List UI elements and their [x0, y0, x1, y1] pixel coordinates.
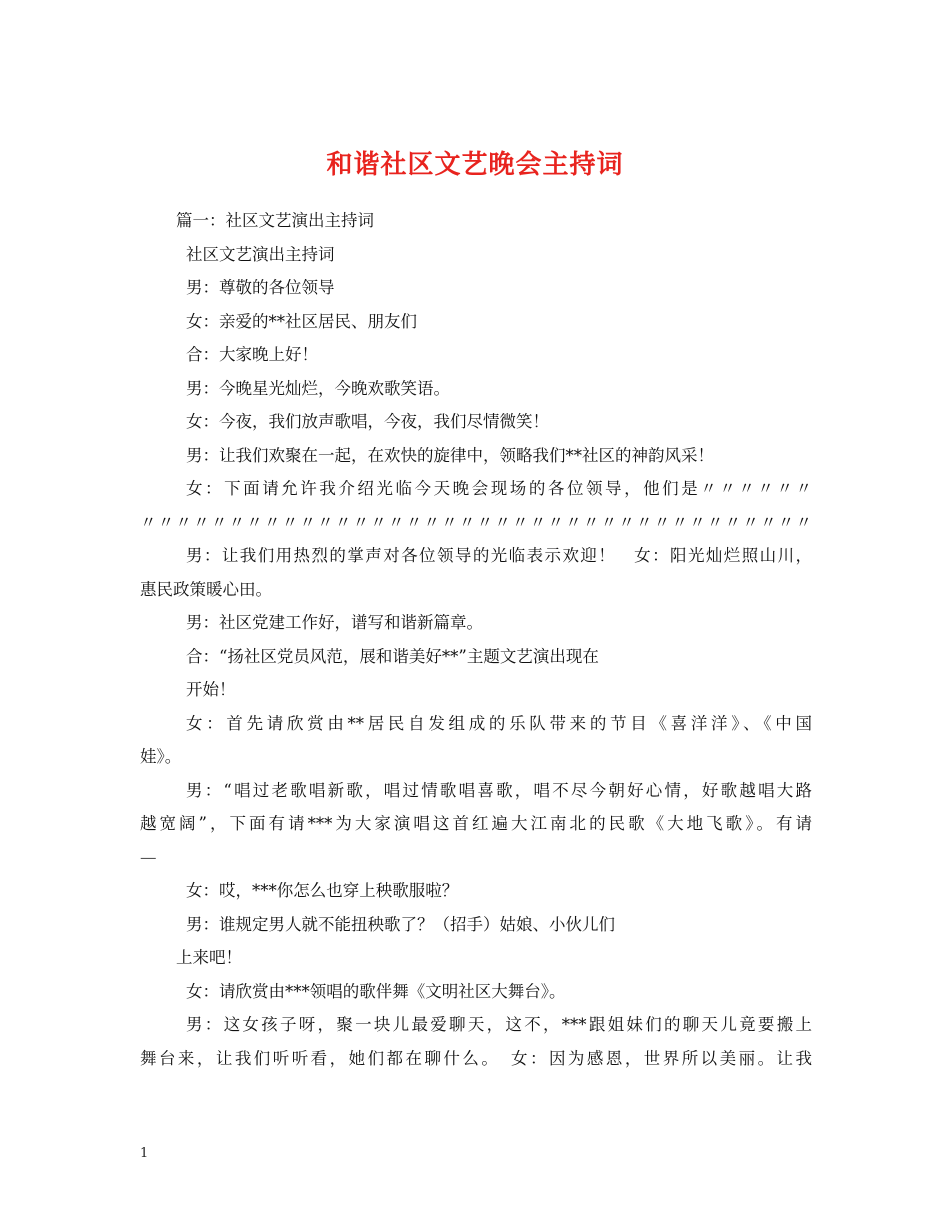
text-line: 越宽阔”，下面有请***为大家演唱这首红遍大江南北的民歌《大地飞歌》。有请	[140, 814, 812, 833]
text-line: 女：请欣赏由***领唱的歌伴舞《文明社区大舞台》。	[186, 981, 566, 1001]
text-line: 上来吧！	[176, 948, 242, 967]
text-line: 合：“扬社区党员风范，展和谐美好**”主题文艺演出现在	[186, 646, 599, 666]
text-line: 娃》。	[140, 747, 182, 766]
page-number: 1	[140, 1146, 149, 1161]
text-line: 男：这女孩子呀，聚一块儿最爱聊天，这不，***跟姐妹们的聊天儿竟要搬上	[186, 1015, 812, 1034]
text-line: —	[140, 847, 157, 867]
document-title: 和谐社区文艺晚会主持词	[326, 150, 624, 181]
text-line: 男：让我们欢聚在一起，在欢快的旋律中，领略我们**社区的神韵风采！	[186, 445, 714, 465]
text-line: 女：今夜，我们放声歌唱，今夜，我们尽情微笑！	[186, 412, 549, 431]
text-line: 女：下面请允许我介绍光临今天晚会现场的各位领导，他们是〃〃〃〃〃〃	[186, 479, 812, 498]
text-line: 男：今晚星光灿烂，今晚欢歌笑语。	[186, 378, 450, 398]
text-line: 女：亲爱的**社区居民、朋友们	[186, 311, 417, 331]
text-line: 〃〃〃〃〃〃〃〃〃〃〃〃〃〃〃〃〃〃〃〃〃〃〃〃〃〃〃〃〃〃〃〃〃〃〃〃〃〃	[140, 512, 812, 532]
text-line: 女：哎，***你怎么也穿上秧歌服啦？	[186, 881, 459, 900]
text-line: 男：尊敬的各位领导	[186, 278, 335, 297]
text-line: 男：让我们用热烈的掌声对各位领导的光临表示欢迎！ 女：阳光灿烂照山川，	[186, 546, 812, 565]
text-line: 女：首先请欣赏由**居民自发组成的乐队带来的节目《喜洋洋》、《中国	[186, 713, 812, 733]
text-line: 男：“唱过老歌唱新歌，唱过情歌唱喜歌，唱不尽今朝好心情，好歌越唱大路	[186, 780, 812, 800]
text-line: 惠民政策暖心田。	[140, 579, 272, 599]
text-line: 舞台来，让我们听听看，她们都在聊什么。 女：因为感恩，世界所以美丽。让我	[140, 1048, 812, 1068]
document-body	[140, 204, 812, 1075]
text-line: 开始！	[186, 680, 236, 699]
text-line: 社区文艺演出主持词	[186, 244, 335, 264]
text-line: 男：社区党建工作好，谱写和谐新篇章。	[186, 613, 483, 632]
text-line: 合：大家晚上好！	[186, 345, 318, 364]
text-line: 篇一：社区文艺演出主持词	[176, 211, 374, 230]
text-line: 男：谁规定男人就不能扭秧歌了？（招手）姑娘、小伙儿们	[186, 914, 615, 934]
